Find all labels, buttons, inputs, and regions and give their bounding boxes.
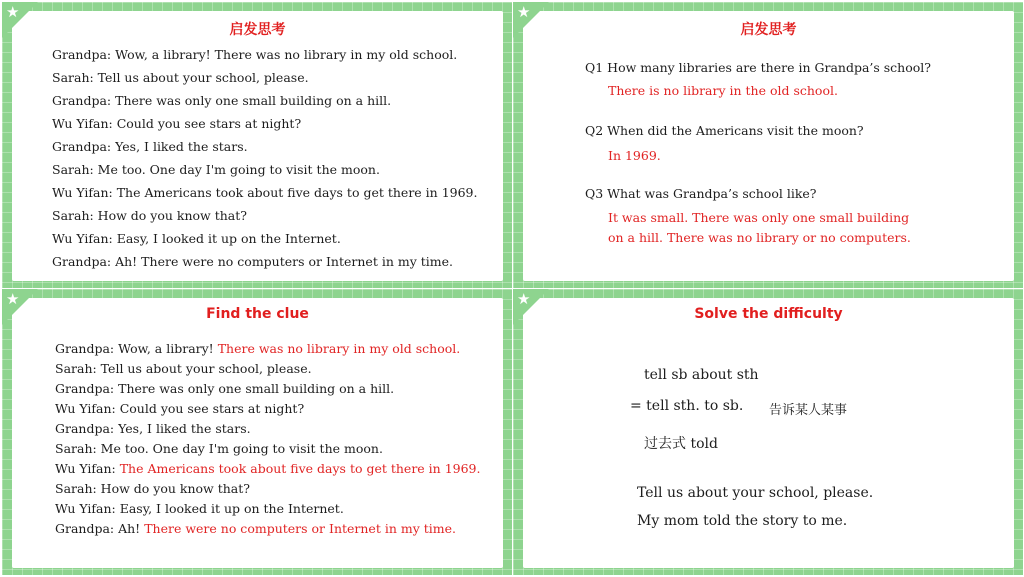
past-tense: 过去式 told [644,436,718,452]
phrase-meaning: 告诉某人某事 [769,403,848,418]
dialogue-line: Grandpa: There was only one small building on a hill. [55,381,395,396]
card [12,298,503,568]
question-3: Q3 What was Grandpa’s school like? [585,186,817,201]
panel-bottom-right [513,289,1023,575]
question-2: Q2 When did the Americans visit the moon? [585,123,864,138]
example-2: My mom told the story to me. [637,513,848,529]
answer-2: In 1969. [608,148,661,163]
dialogue-line: Sarah: Tell us about your school, please. [52,70,309,85]
clue-highlight: There were no computers or Internet in my time. [144,521,456,536]
panel-title: Solve the difficulty [694,306,843,322]
dialogue-line: Wu Yifan: Easy, I looked it up on the Internet. [55,501,344,516]
star-icon: ★ [6,3,20,21]
dialogue-line: Grandpa: Wow, a library! There was no library in my old school. [52,47,458,62]
dialogue-line: Grandpa: Yes, I liked the stars. [55,421,251,436]
dialogue-line: Grandpa: There was only one small building on a hill. [52,93,392,108]
phrase-equivalent: = tell sth. to sb. [630,398,744,414]
dialogue-line: Sarah: Me too. One day I'm going to visit the moon. [52,162,380,177]
dialogue-line: Sarah: How do you know that? [52,208,247,223]
dialogue-line: Sarah: Tell us about your school, please. [55,361,312,376]
panel-title: 启发思考 [740,22,797,38]
example-1: Tell us about your school, please. [637,485,874,501]
dialogue-line: Grandpa: Yes, I liked the stars. [52,139,248,154]
line-text: Grandpa: Wow, a library! [55,341,218,356]
answer-1: There is no library in the old school. [608,83,838,98]
panel-title: 启发思考 [229,22,286,38]
dialogue-line [55,521,456,536]
line-text: Wu Yifan: [55,461,120,476]
dialogue-line: Wu Yifan: Could you see stars at night? [55,401,305,416]
star-icon: ★ [6,290,20,308]
panel-title: Find the clue [206,306,309,322]
card [12,11,503,281]
star-icon: ★ [517,3,531,21]
dialogue-line: Wu Yifan: Easy, I looked it up on the Internet. [52,231,341,246]
star-icon: ★ [517,290,531,308]
phrase: tell sb about sth [644,367,759,383]
question-1: Q1 How many libraries are there in Grandpa’s school? [585,60,931,75]
line-text: Grandpa: Ah! [55,521,145,536]
dialogue-line [55,341,460,356]
card [523,11,1014,281]
dialogue-line: Wu Yifan: Could you see stars at night? [52,116,302,131]
answer-3-line-1: It was small. There was only one small building [608,210,910,225]
dialogue-line [55,461,481,476]
panel-top-left [2,2,512,288]
panel-bottom-left [2,289,512,575]
dialogue-line: Sarah: Me too. One day I'm going to visit the moon. [55,441,383,456]
dialogue-line: Wu Yifan: The Americans took about five days to get there in 1969. [52,185,478,200]
clue-highlight: The Americans took about five days to get there in 1969. [119,461,481,476]
dialogue-line: Sarah: How do you know that? [55,481,250,496]
clue-highlight: There was no library in my old school. [217,341,461,356]
panel-top-right [513,2,1023,288]
dialogue-line: Grandpa: Ah! There were no computers or Internet in my time. [52,254,453,269]
answer-3-line-2: on a hill. There was no library or no computers. [608,230,911,245]
card [523,298,1014,568]
